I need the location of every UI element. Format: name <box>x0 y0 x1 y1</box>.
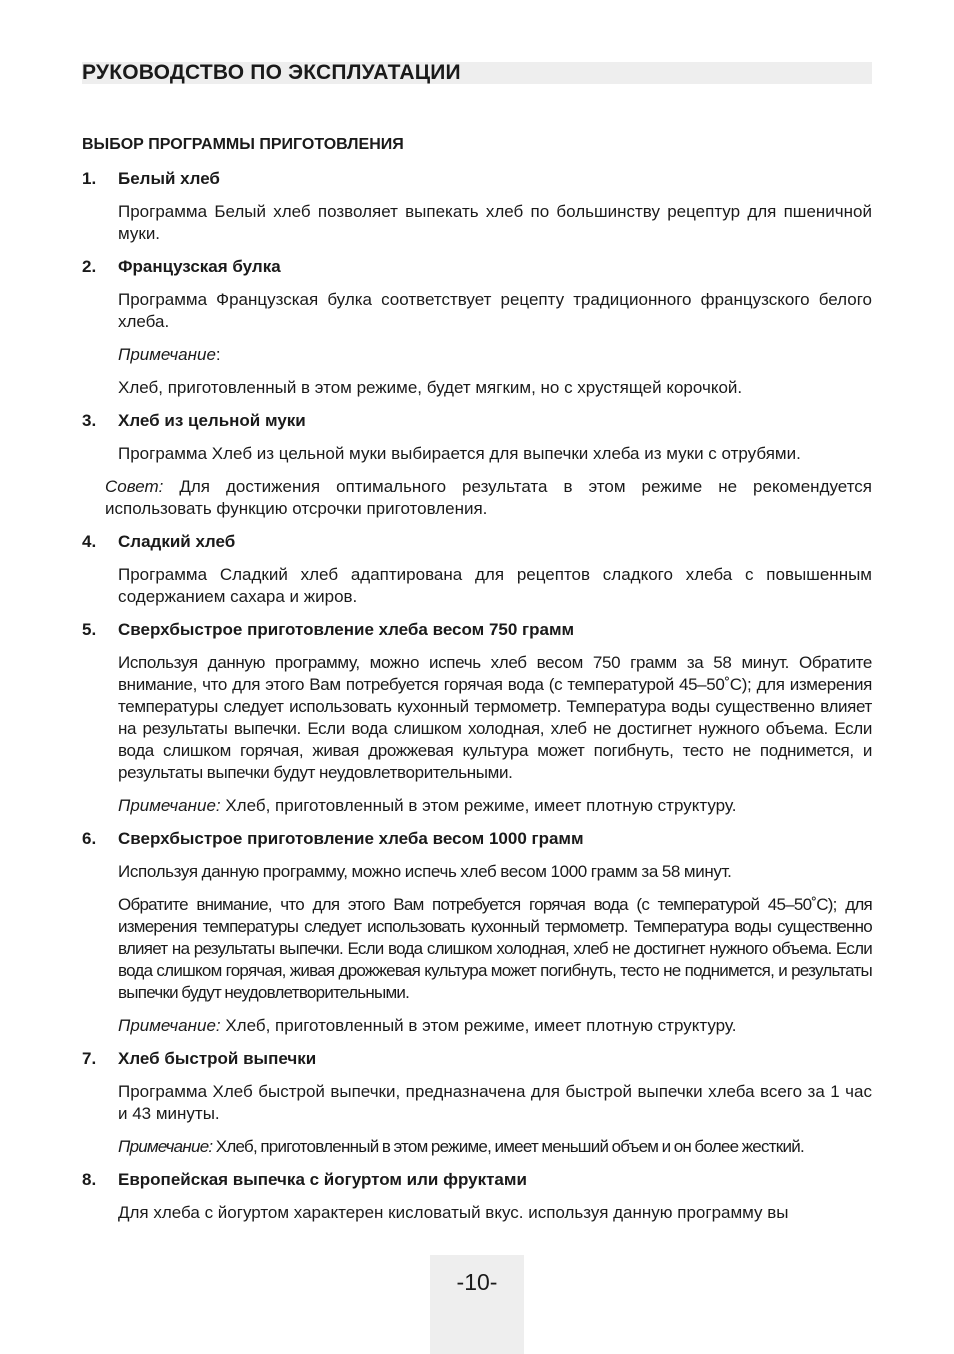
program-description: Программа Французская булка соответствует рецепту традиционного французского белого хлеба. <box>118 290 872 331</box>
tip-text: Для достижения оптимального результата в этом режиме не рекомендуется использовать функцию отсрочки приготовления. <box>105 477 872 518</box>
program-description: Используя данную программу, можно испечь хлеб весом 1000 грамм за 58 минут. <box>118 862 732 881</box>
program-description: Программа Сладкий хлеб адаптирована для рецептов сладкого хлеба с повышенным содержанием сахара и жиров. <box>118 565 872 606</box>
program-description: Для хлеба с йогуртом характерен кисловатый вкус. используя данную программу вы <box>118 1203 789 1222</box>
note-paragraph <box>118 1015 872 1037</box>
note-label: Примечание: <box>118 1137 213 1156</box>
program-description: Программа Белый хлеб позволяет выпекать хлеб по большинству рецептур для пшеничной муки. <box>118 202 872 243</box>
program-heading <box>82 168 872 190</box>
program-number: 1. <box>82 169 97 188</box>
page-title: РУКОВОДСТВО ПО ЭКСПЛУАТАЦИИ <box>82 61 461 84</box>
program-list <box>82 168 872 1235</box>
program-number: 5. <box>82 620 97 639</box>
program-description: Программа Хлеб из цельной муки выбирается для выпечки хлеба из муки с отрубями. <box>118 444 801 463</box>
program-number: 3. <box>82 411 97 430</box>
note-paragraph <box>118 1136 872 1158</box>
program-title: Хлеб из цельной муки <box>118 411 306 430</box>
program-number: 6. <box>82 829 97 848</box>
program-number: 7. <box>82 1049 97 1068</box>
program-heading <box>82 1169 872 1191</box>
program-title: Хлеб быстрой выпечки <box>118 1049 317 1068</box>
program-description: Используя данную программу, можно испечь хлеб весом 750 грамм за 58 минут. Обратите внимание, что для этого Вам потребуется горячая вода (с температурой 45–50˚C); для измерения температуры следует использовать кухонный термометр. Температура воды существенно влияет на результаты выпечки. Если вода слишком холодная, хлеб не достигнет нужного объема. Если вода слишком горячая, живая дрожжевая культура может погибнуть, тесто не поднимется, и результаты выпечки будут неудовлетворительными. <box>118 653 872 782</box>
program-title: Сверхбыстрое приготовление хлеба весом 750 грамм <box>118 620 575 639</box>
program-heading <box>82 410 872 432</box>
program-heading <box>82 828 872 850</box>
program-number: 8. <box>82 1170 97 1189</box>
section-title: ВЫБОР ПРОГРАММЫ ПРИГОТОВЛЕНИЯ <box>82 136 404 153</box>
program-title: Сладкий хлеб <box>118 532 236 551</box>
program-description-detail: Обратите внимание, что для этого Вам потребуется горячая вода (с температурой 45–50˚C); для измерения температуры следует использовать кухонный термометр. Температура воды существенно влияет на результаты выпечки. Если вода слишком холодная, хлеб не достигнет нужного объема. Если вода слишком горячая, живая дрожжевая культура может погибнуть, тесто не поднимется, и результаты выпечки будут неудовлетворительными. <box>118 895 872 1002</box>
program-heading <box>82 1048 872 1070</box>
note-label-line <box>118 344 872 366</box>
note-paragraph <box>118 795 872 817</box>
note-text: Хлеб, приготовленный в этом режиме, будет мягким, но с хрустящей корочкой. <box>118 378 743 397</box>
program-description: Программа Хлеб быстрой выпечки, предназначена для быстрой выпечки хлеба всего за 1 час и 43 минуты. <box>118 1082 872 1123</box>
tip-paragraph <box>105 476 872 520</box>
note-label: Примечание: <box>118 1016 221 1035</box>
note-text: Хлеб, приготовленный в этом режиме, имеет плотную структуру. <box>220 1016 737 1035</box>
note-suffix: : <box>215 345 221 364</box>
tip-label: Совет: <box>105 477 164 496</box>
program-title: Французская булка <box>118 257 281 276</box>
note-label: Примечание <box>118 345 216 364</box>
page-number: -10- <box>456 1269 498 1295</box>
program-number: 2. <box>82 257 97 276</box>
program-number: 4. <box>82 532 97 551</box>
program-heading <box>82 256 872 278</box>
note-text: Хлеб, приготовленный в этом режиме, имеет плотную структуру. <box>220 796 737 815</box>
program-heading <box>82 619 872 641</box>
program-title: Сверхбыстрое приготовление хлеба весом 1000 грамм <box>118 829 584 848</box>
note-label: Примечание: <box>118 796 221 815</box>
program-title: Белый хлеб <box>118 169 220 188</box>
program-title: Европейская выпечка с йогуртом или фруктами <box>118 1170 527 1189</box>
note-text: Хлеб, приготовленный в этом режиме, имеет меньший объем и он более жесткий. <box>212 1137 804 1156</box>
program-heading <box>82 531 872 553</box>
